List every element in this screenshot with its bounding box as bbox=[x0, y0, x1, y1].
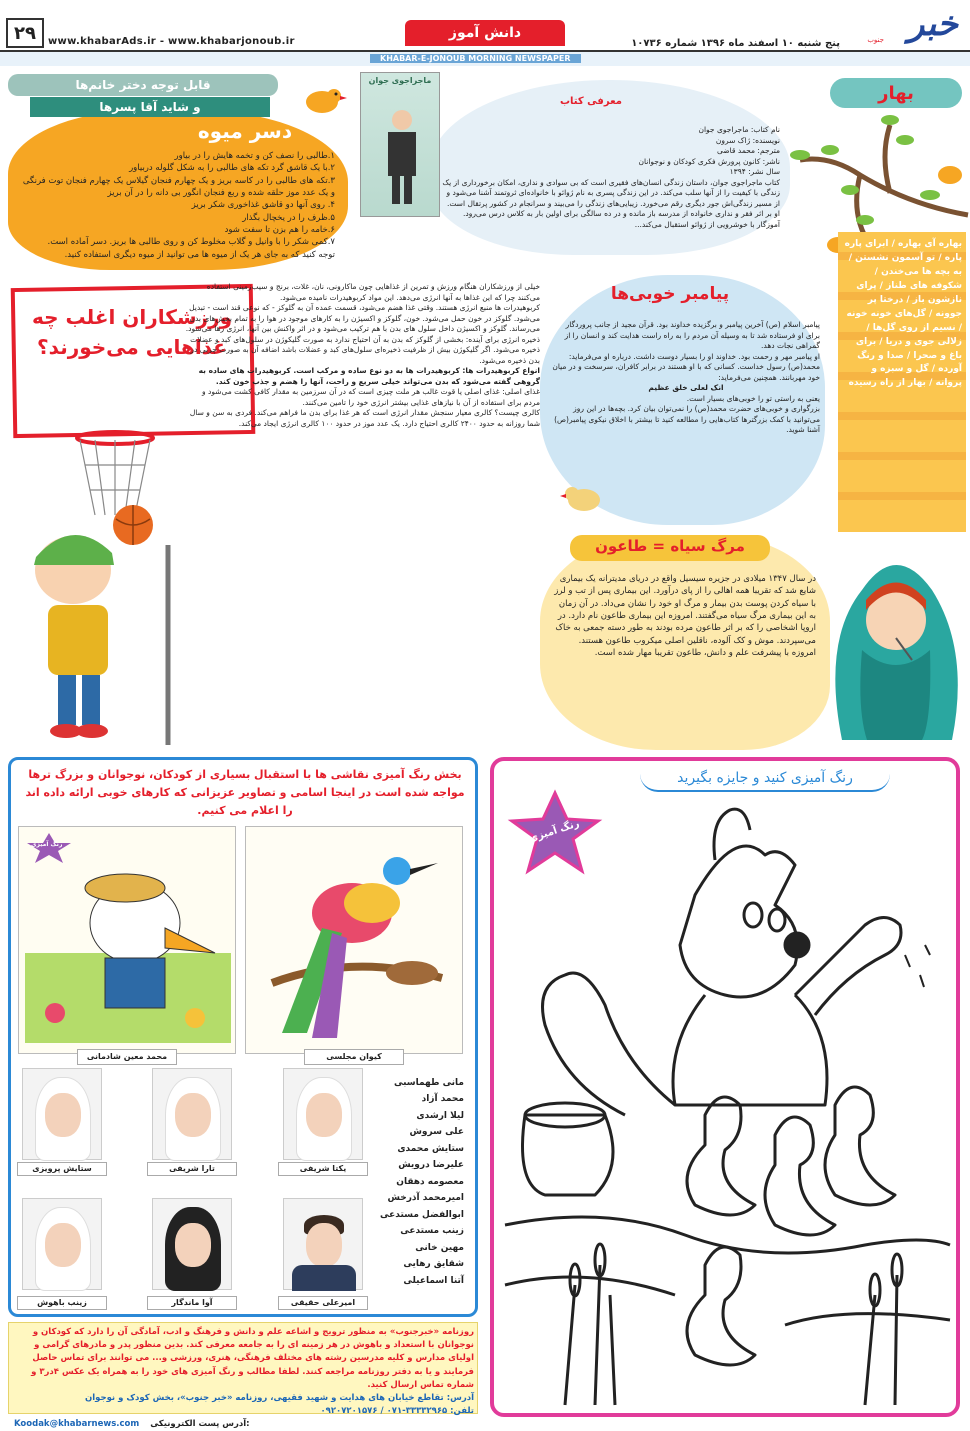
dessert-step: ۶.خامه را هم بزن تا سفت شود bbox=[224, 224, 335, 235]
name-item: محمد آزاد bbox=[421, 1094, 464, 1105]
sports-paragraph: غذای اصلی: غذای اصلی یا قوت غالب هر ملت چیزی است که در آن سرزمین به مقدار کافی کشت می‌شود و مردم برای استفاده از آن با نیازهای غذایی بیشتر انرژی خود را تامین می‌کنند. bbox=[201, 387, 540, 407]
dessert-title-line1: قابل توجه دختر خانم‌ها bbox=[8, 74, 278, 96]
photo-caption: زینب باهوش bbox=[17, 1296, 107, 1310]
name-item: لیلا ارشدی bbox=[416, 1110, 464, 1121]
prophet-title: پیامبر خوبی‌ها bbox=[610, 284, 730, 304]
sports-title: ورزشکاران اغلب چه غذاهایی می‌خورند؟ bbox=[31, 305, 233, 359]
boy-basketball-icon bbox=[18, 505, 188, 755]
prophet-paragraph: انک لعلی خلق عظیم bbox=[648, 383, 724, 392]
sports-paragraph: کربوهیدرات ها منبع انرژی هستند. وقتی غذا هضم می‌شود، قسمت عمده آن به گلوکز - که نوعی قند است - تبدیل می‌شود. گلوکز در خون حمل می‌شود. خون، گلوکز و اکسیژن را به کارهای موجود در هوا را به تمام بخش‌های بدن می‌رساند. گلوکز و اکسیژن داخل سلول های بدن با هم ترکیب می‌شود و در اثر واکنش بین آنها، انرژی رها می‌شود. bbox=[185, 303, 540, 333]
dessert-step: ۱.طالبی را نصف کن و تخمه هایش را در بیاور bbox=[174, 151, 335, 161]
sports-paragraph: خیلی از ورزشکاران هنگام ورزش و تمرین از غذاهایی چون ماکارونی، نان، غلات، برنج و سیب‌زمینی استفاده می‌کنند چرا که این غذاها به آنها انرژی می‌دهد. این مواد کربوهیدرات نامیده می‌شود. bbox=[206, 282, 540, 302]
stripe bbox=[838, 492, 966, 500]
book-label: معرفی کتاب bbox=[560, 96, 622, 107]
footer-email-row bbox=[14, 1418, 474, 1431]
donald-duck-artwork-icon bbox=[25, 833, 231, 1043]
name-item: معصومه دهقان bbox=[396, 1176, 464, 1187]
book-line: کتاب ماجراجوی جوان، داستان زندگی انسان‌های فقیری است که بی سوادی و نداری، امکان برخورداری از یک زندگی با کیفیت را از آنها سلب می‌کند. در این زندگی پسری به نام ژوائو با خانواده‌ای ثروتمند آشنا می‌شود و از مسیر زندگی‌اش جور دیگری رقم می‌خورد. زیبایی‌های زندگی را می‌بیند و سرانجام در کشور پرتقال است. او بر اثر فقر و نداری خانواده از مدرسه باز مانده و در ده سالگی برای اولین بار به کلاس درس می‌رود. آموزگار با خوشرویی از ژوائو استقبال می‌کند... bbox=[442, 177, 780, 229]
book-cover-title: ماجراجوی جوان bbox=[368, 76, 432, 85]
sports-paragraph: کالری چیست؟ کالری معیار سنجش مقدار انرژی است که هر غذا برای بدن ما فراهم می‌کند. فردی به سن و سال شما روزانه به حدود ۲۴۰۰ کالری احتیاج دارد. یک عدد موز در حدود ۱۰۰ کالری انرژی ایجاد می‌کند. bbox=[189, 408, 540, 428]
page-number: ۲۹ bbox=[6, 18, 44, 48]
footer-email[interactable]: Koodak@khabarnews.com bbox=[14, 1419, 140, 1430]
coloring-title: رنگ آمیزی کنید و جایزه بگیرید bbox=[677, 770, 853, 786]
prophet-paragraph: او پیامبر مهر و رحمت بود. خداوند او را بسیار دوست داشت. درباره او می‌فرماید: محمد(ص) رسول خداست. کسانی که با او هستند در برابر کافران، سرسخت و در میان خود مهربانند. همچنین می‌فرماید: bbox=[552, 351, 820, 382]
star-badge-icon bbox=[25, 833, 73, 863]
english-name: KHABAR-E-JONOUB MORNING NEWSPAPER bbox=[370, 54, 581, 63]
sports-article-body bbox=[185, 282, 540, 429]
face bbox=[306, 1093, 342, 1137]
book-boy-icon bbox=[382, 106, 422, 206]
suit bbox=[292, 1265, 356, 1291]
face bbox=[175, 1223, 211, 1267]
bird-icon bbox=[298, 82, 348, 118]
book-line: نام کتاب: ماجراجوی جوان bbox=[698, 125, 780, 134]
site-urls[interactable]: www.khabarAds.ir - www.khabarjonoub.ir bbox=[48, 36, 295, 47]
child-photo bbox=[22, 1198, 102, 1290]
coloring-badge: رنگ آمیزی bbox=[527, 818, 581, 845]
art-left-badge: رنگ آمیزی bbox=[31, 841, 63, 848]
prophet-paragraph: یعنی به راستی تو را خوبی‌های بسیار است. bbox=[686, 393, 820, 403]
bird-icon bbox=[560, 480, 610, 516]
face bbox=[306, 1223, 342, 1267]
photo-caption: ستایش پرویزی bbox=[17, 1162, 107, 1176]
photo-caption: یکتا شریفی bbox=[278, 1162, 368, 1176]
child-photo bbox=[152, 1198, 232, 1290]
prophet-paragraph: پیامبر اسلام (ص) آخرین پیامبر و برگزیده خداوند بود. قرآن مجید از جانب پروردگار برای او فرستاده شد تا به وسیله آن مردم را به راه راست هدایت کند و انسان را از گمراهی نجات دهد. bbox=[564, 320, 820, 350]
sports-paragraph: انواع کربوهیدرات ها: کربوهیدرات ها به دو نوع ساده و مرکب است. کربوهیدرات های ساده به گروهی گفته می‌شود که بدن می‌تواند خیلی سریع و راحت، آنها را هضم و جذب خون کند. bbox=[198, 366, 540, 386]
dessert-step: ۳.تکه های طالبی را در کاسه بریز و یک چهارم فنجان گیلاس یک چهارم فنجان توت فرنگی و یک عدد موز حلقه شده و ربع فنجان انگور بی دانه را در آن بریز bbox=[22, 175, 335, 198]
footer-text bbox=[14, 1326, 474, 1431]
footer-phone: تلفن: ۳۳۳۳۲۹۶۵-۰۷۱ / ۰۹۲۰۷۲۰۱۵۷۶ bbox=[320, 1406, 474, 1417]
face bbox=[175, 1093, 211, 1137]
name-item: علیرضا درویش bbox=[398, 1160, 464, 1171]
name-item: آتنا اسماعیلی bbox=[403, 1275, 464, 1286]
photo-caption: امیرعلی حقیقی bbox=[278, 1296, 368, 1310]
dessert-heading: دسر میوه bbox=[197, 119, 293, 143]
face bbox=[45, 1223, 81, 1267]
prophet-body bbox=[552, 320, 820, 436]
dessert-step: ۴. روی آنها دو قاشق غذاخوری شکر بریز bbox=[191, 200, 335, 211]
child-photo bbox=[22, 1068, 102, 1160]
name-item: امیرمحمد آذرخش bbox=[387, 1193, 464, 1204]
stripe bbox=[838, 412, 966, 420]
face bbox=[45, 1093, 81, 1137]
gallery-heading: بخش رنگ آمیزی نقاشی ها با استقبال بسیاری از کودکان، نوجوانان و بزرگ ترها مواجه شده است در اینجا اسامی و تصاویر عزیزانی که کارهای خوبی ارائه داده اند را اعلام می کنیم. bbox=[25, 768, 465, 818]
stripe bbox=[838, 452, 966, 460]
spring-title: بهار bbox=[830, 78, 962, 108]
name-item: زینب مستدعی bbox=[400, 1226, 464, 1237]
section-tab: دانش آموز bbox=[405, 20, 565, 46]
artwork-right bbox=[245, 826, 463, 1061]
art-right-caption: کیوان مجلسی bbox=[304, 1049, 404, 1065]
artwork-left bbox=[18, 826, 236, 1061]
book-line: سال نشر: ۱۳۹۴ bbox=[729, 167, 780, 176]
plague-body: در سال ۱۳۴۷ میلادی در جزیره سیسیل واقع در دریای مدیترانه یک بیماری شایع شد که تقریبا همه اهالی را از پای درآورد. این بیماری پس از تب و لرز با سیاه کردن پوست بدن بیمار و مرگ او خود را نشان می‌داد. در آن زمان به این بیماری مرگ سیاه می‌گفتند. امروزه این بیماری طاعون نام دارد. در اروپا اشخاصی را که بر اثر طاعون مرده بودند به طور دسته جمعی به خاک می‌سپردند. موش و کک آلوده، ناقلین اصلی میکروب طاعون هستند. امروزه با پیشرفت علم و دانش، طاعون تقریبا مهار شده است. bbox=[554, 574, 816, 658]
photo-caption: آوا ماندگار bbox=[147, 1296, 237, 1310]
name-item: ستایش محمدی bbox=[397, 1143, 464, 1154]
dessert-step: ۲.با یک قاشق گرد تکه های طالبی را به شکل گلوله دربیاور bbox=[129, 163, 335, 174]
photo-caption: تارا شریفی bbox=[147, 1162, 237, 1176]
book-line: مترجم: محمد قاضی bbox=[717, 146, 780, 155]
footer-address: آدرس: تقاطع خیابان های هدایت و شهید فقیهی، روزنامه «خبر جنوب»، بخش کودک و نوجوان bbox=[84, 1392, 474, 1403]
dessert-title-line2: و شاید آقا پسرها bbox=[30, 97, 270, 117]
dessert-step: ۷.کمی شکر را با وانیل و گلاب مخلوط کن و روی طالبی ها بریز. دسر آماده است. bbox=[47, 237, 335, 248]
sports-paragraph: ذخیره انرژی برای آینده: بخشی از گلوکز که بدن به آن احتیاج ندارد به صورت گلیکوژن در سلول‌های کبد و عضلات ذخیره می‌شود. اگر گلیکوژن بیش از ظرفیت ذخیره‌ای سلول‌های کبد و عضلات باشد اضافه آن به صورت چربی در بدن ذخیره می‌شود. bbox=[190, 334, 540, 365]
art-left-caption: محمد معین شادمانی bbox=[77, 1049, 177, 1065]
sick-kid-icon bbox=[822, 520, 970, 750]
logo-word: خبر bbox=[907, 4, 958, 44]
name-item: ابوالفضل مستدعی bbox=[380, 1209, 464, 1220]
spring-poem: بهاره آی بهاره / ابرای پاره پاره / تو آسمون نشستن / به بچه ها می‌خندن / شکوفه های طناز / پرای نازشون باز / درختا پر جوونه / گل‌های خونه خونه / نسیم از روی گل‌ها / زلالی جوی و دریا / برای باغ و صحرا / صدا و رنگ آورده / گل و سبزه و پروانه / بهار از راه رسیده bbox=[844, 239, 962, 389]
plague-title: مرگ سیاه = طاعون bbox=[595, 537, 745, 555]
child-photo bbox=[283, 1068, 363, 1160]
footer-email-label: آدرس پست الکترونیکی: bbox=[150, 1419, 250, 1430]
book-body bbox=[440, 125, 780, 230]
name-item: شقایق رهایی bbox=[403, 1259, 464, 1270]
dessert-steps bbox=[20, 150, 335, 261]
name-item: مهین خانی bbox=[415, 1242, 464, 1253]
name-item: مانی طهماسبی bbox=[393, 1078, 464, 1088]
book-line: ناشر: کانون پرورش فکری کودکان و نوجوانان bbox=[638, 156, 780, 166]
issue-line: پنج شنبه ۱۰ اسفند ماه ۱۳۹۶ شماره ۱۰۷۳۶ bbox=[631, 38, 840, 49]
names-list bbox=[356, 1075, 464, 1289]
goofy-ducks-outline-icon[interactable] bbox=[505, 805, 950, 1405]
footer-notice: روزنامه «خبرجنوب» به منظور ترویج و اشاعه علم و دانش و فرهنگ و ادب، آمادگی آن را دارد که کودکان و نوجوانان با استعداد و باهوش در هر زمینه ای را به جامعه معرفی کند. بدین منظور پدر و مادرهای گرامی و اولیای مدارس و کلیه مدرسین رشته های مختلف فرهنگی، هنری، ورزشی و... می توانند برای تماس حاصل فرمایند و یا به دفتر روزنامه مراجعه کنند. لطفا مطالب و رنگ آمیزی های خود را به همراه یک عکس ۴در۳ و شماره تماس ارسال کنید. bbox=[31, 1327, 474, 1390]
bird-artwork-icon bbox=[252, 833, 458, 1043]
child-photo bbox=[152, 1068, 232, 1160]
child-photo bbox=[283, 1198, 363, 1290]
name-item: علی سروش bbox=[409, 1127, 464, 1138]
dessert-step: ۵.ظرف را در یخچال بگذار bbox=[242, 212, 335, 223]
book-line: نویسنده: ژاک سرون bbox=[715, 135, 780, 145]
prophet-paragraph: بزرگواری و خوبی‌های حضرت محمد(ص) را نمی‌توان بیان کرد. بچه‌ها در این روز می‌توانید با کمک بزرگترها کتاب‌هایی را مطالعه کنید تا بیشتر با اخلاق نیکوی پیامبر(ص) آشنا شوید. bbox=[554, 404, 820, 434]
dessert-step: توجه کنید که به جای هر یک از میوه ها می توانید از میوه دیگری استفاده کنید. bbox=[64, 249, 335, 260]
newspaper-logo bbox=[848, 4, 966, 52]
logo-sub: جنوب bbox=[867, 36, 884, 44]
